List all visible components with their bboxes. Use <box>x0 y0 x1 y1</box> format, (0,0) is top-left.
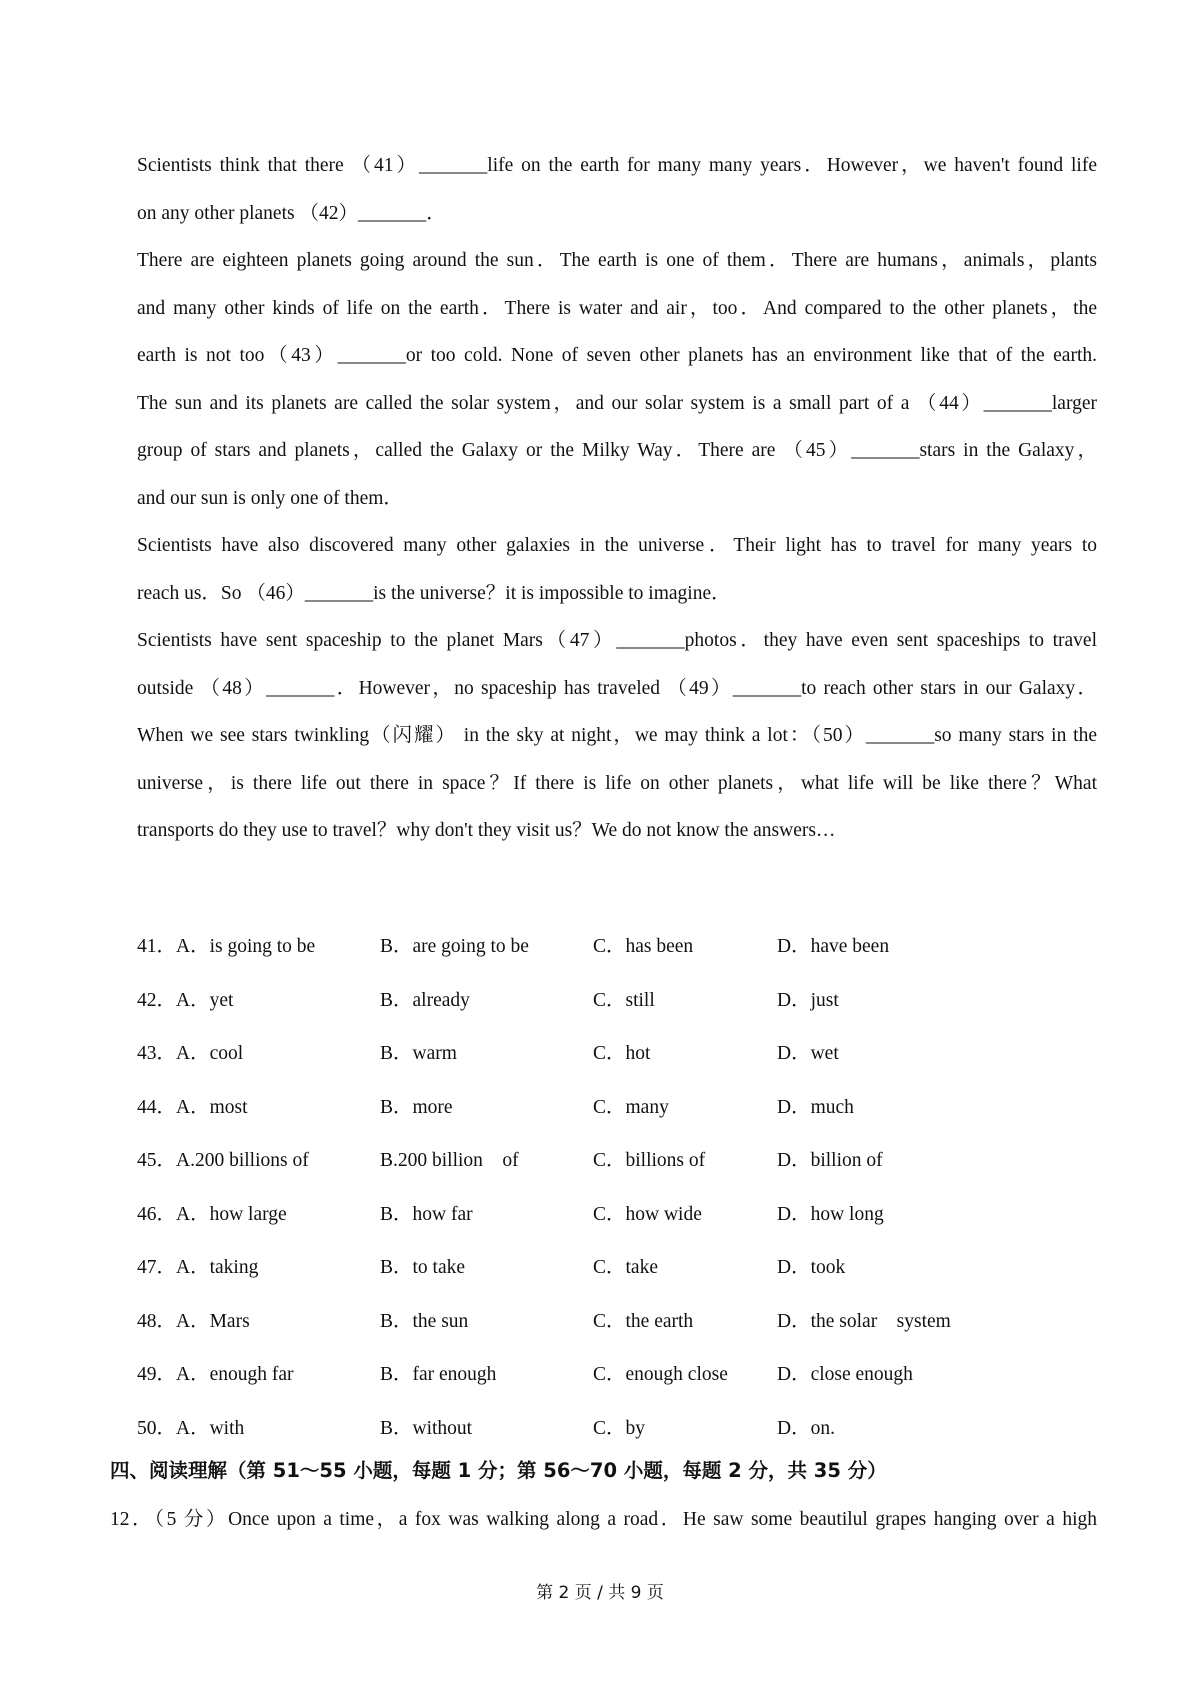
page-footer: 第 2 页 / 共 9 页 <box>536 1583 664 1603</box>
option-c: C．has been <box>593 936 694 957</box>
passage-line-15: transports do they use to travel？why don't they visit us？We do not know the answers… <box>137 820 836 841</box>
option-a: 41．A．is going to be <box>137 936 316 957</box>
cloze-passage <box>137 142 1097 855</box>
option-a: 43．A．cool <box>137 1043 244 1064</box>
passage-line-2: on any other planets （42）_______． <box>137 202 446 224</box>
option-row-46 <box>137 1188 1097 1242</box>
passage-line-13: When we see stars twinkling（闪耀） in the sky at night，we may think a lot：（50）_______so many stars in the <box>137 725 1097 746</box>
passage-line-3: There are eighteen planets going around the sun．The earth is one of them．There are humans，animals，plants <box>137 250 1097 271</box>
option-b: B．the sun <box>380 1310 469 1332</box>
passage-line-5: earth is not too（43）_______or too cold. None of seven other planets has an environment like that of the earth. <box>137 345 1097 366</box>
option-row-49 <box>137 1348 1097 1402</box>
option-c: C．many <box>593 1096 669 1118</box>
option-b: B．how far <box>380 1203 473 1225</box>
option-b: B．already <box>380 989 470 1011</box>
passage-line-1: Scientists think that there （41）_______life on the earth for many many years．However，we haven't found life <box>137 155 1097 176</box>
passage-line-12: outside （48）_______．However，no spaceship has traveled （49）_______to reach other stars in our Galaxy． <box>137 677 1097 699</box>
option-d: D．have been <box>777 936 890 957</box>
option-c: C．by <box>593 1417 646 1439</box>
option-a: 45．A.200 billions of <box>137 1150 309 1171</box>
option-row-42 <box>137 974 1097 1028</box>
option-c: C．enough close <box>593 1364 728 1385</box>
option-c: C．billions of <box>593 1150 706 1171</box>
option-c: C．take <box>593 1257 658 1278</box>
option-b: B．are going to be <box>380 936 529 957</box>
option-b: B．warm <box>380 1043 457 1064</box>
option-row-50 <box>137 1402 1097 1456</box>
passage-line-7: group of stars and planets，called the Galaxy or the Milky Way．There are （45）_______stars in the Galaxy， <box>137 440 1097 461</box>
option-a: 50．A．with <box>137 1417 245 1439</box>
option-b: B．more <box>380 1096 453 1118</box>
option-d: D．wet <box>777 1043 839 1064</box>
option-a: 42．A．yet <box>137 989 234 1011</box>
option-b: B．to take <box>380 1257 466 1278</box>
option-d: D．much <box>777 1096 854 1118</box>
passage-line-11: Scientists have sent spaceship to the planet Mars（47）_______photos．they have even sent spaceships to travel <box>137 630 1097 651</box>
option-c: C．still <box>593 989 655 1011</box>
option-a: 46．A．how large <box>137 1203 287 1225</box>
option-d: D．just <box>777 989 839 1011</box>
option-row-41 <box>137 920 1097 974</box>
option-row-48 <box>137 1295 1097 1349</box>
passage-line-8: and our sun is only one of them． <box>137 487 403 509</box>
option-d: D．close enough <box>777 1364 913 1385</box>
option-a: 48．A．Mars <box>137 1310 250 1332</box>
option-c: C．hot <box>593 1043 651 1064</box>
option-b: B．far enough <box>380 1364 497 1385</box>
passage-line-6: The sun and its planets are called the solar system，and our solar system is a small part of a （44）_______larger <box>137 392 1097 414</box>
answer-options <box>137 920 1097 1455</box>
option-d: D．on. <box>777 1417 835 1439</box>
passage-line-14: universe，is there life out there in space？If there is life on other planets，what life will be like there？What <box>137 772 1097 794</box>
passage-line-9: Scientists have also discovered many other galaxies in the universe．Their light has to travel for many years to <box>137 535 1097 556</box>
passage-line-4: and many other kinds of life on the earth．There is water and air，too．And compared to the other planets，the <box>137 297 1097 319</box>
option-row-47 <box>137 1241 1097 1295</box>
passage-line-10: reach us．So （46）_______is the universe？it is impossible to imagine． <box>137 582 731 604</box>
option-c: C．the earth <box>593 1310 694 1332</box>
option-a: 47．A．taking <box>137 1257 259 1278</box>
option-row-45 <box>137 1134 1097 1188</box>
option-a: 44．A．most <box>137 1096 248 1118</box>
option-b: B．without <box>380 1417 473 1439</box>
option-row-43 <box>137 1027 1097 1081</box>
option-c: C．how wide <box>593 1203 702 1225</box>
option-a: 49．A．enough far <box>137 1364 294 1385</box>
option-b: B.200 billion of <box>380 1150 519 1171</box>
option-d: D．took <box>777 1257 846 1278</box>
question-12-text: 12．（5 分）Once upon a time，a fox was walking along a road．He saw some beautilul grapes hanging over a high <box>110 1509 1097 1530</box>
section-heading: 四、阅读理解（第 51～55 小题，每题 1 分；第 56～70 小题，每题 2 分，共 35 分） <box>110 1459 887 1482</box>
option-d: D．how long <box>777 1203 884 1225</box>
option-row-44 <box>137 1081 1097 1135</box>
option-d: D．the solar system <box>777 1310 951 1332</box>
option-d: D．billion of <box>777 1150 883 1171</box>
